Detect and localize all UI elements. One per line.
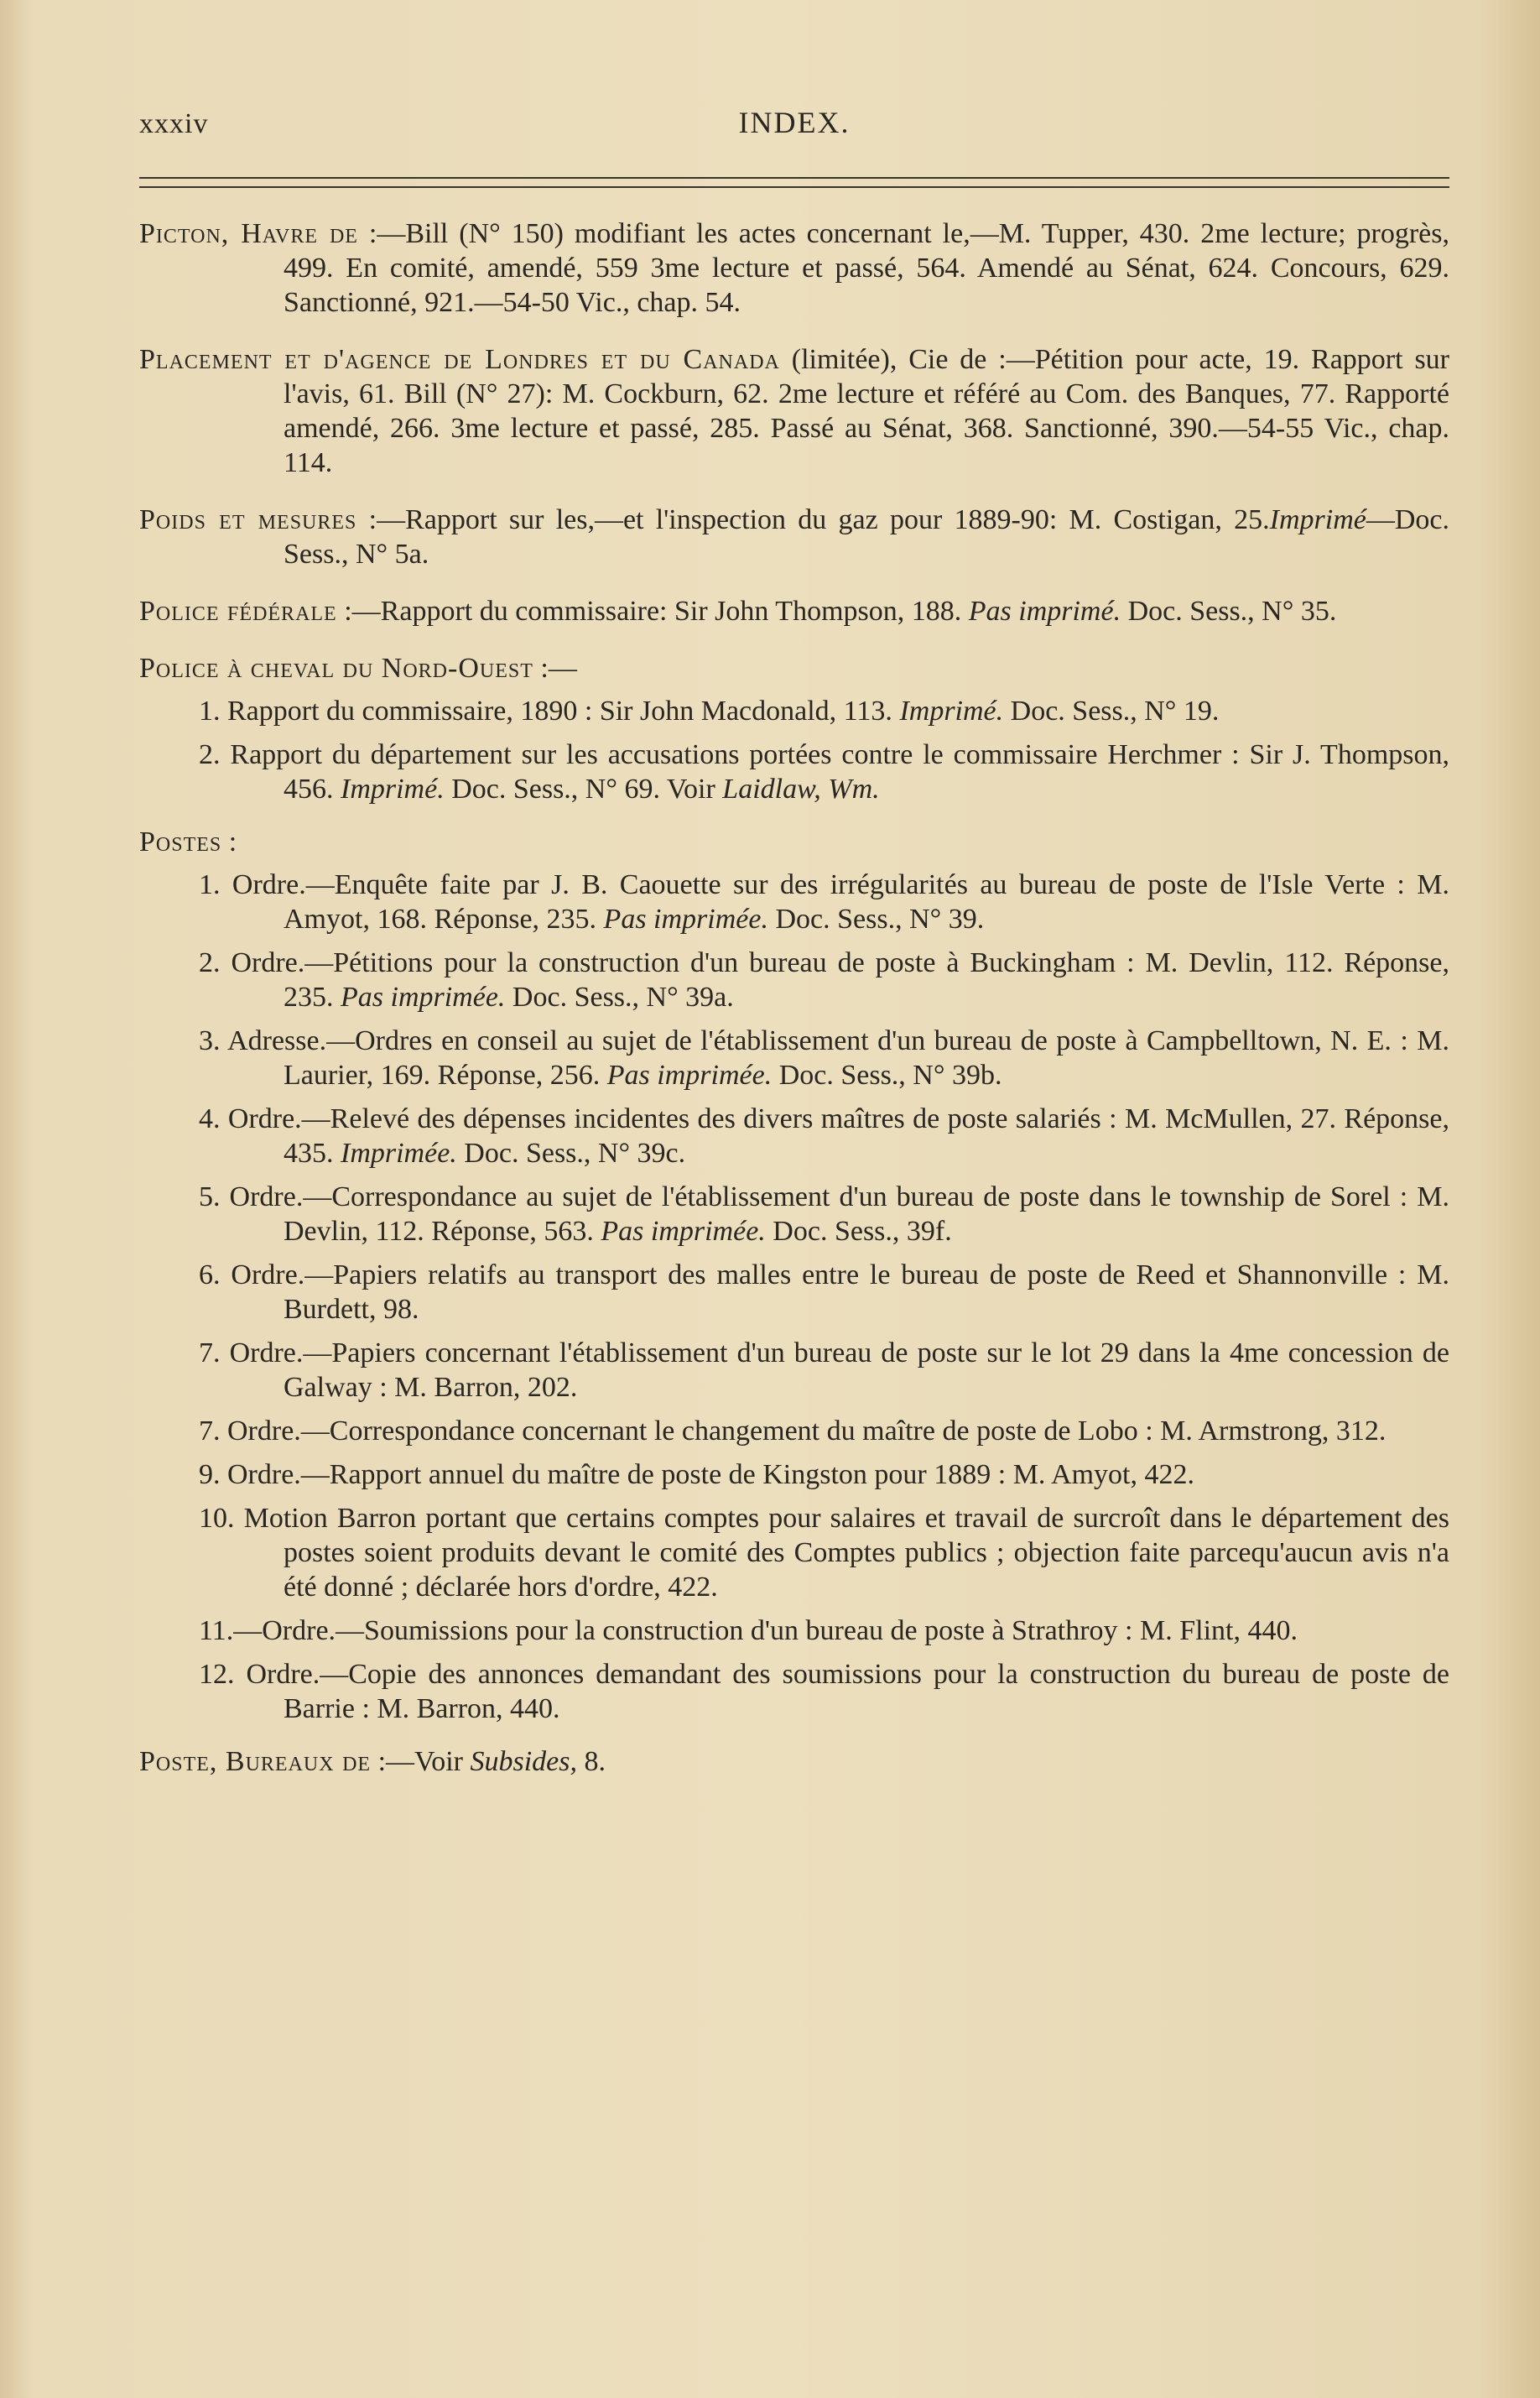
item-text: Ordre.—Papiers relatifs au transport des malles entre le bureau de poste de Reed et Shannonville : M. Burdett, 98. bbox=[231, 1259, 1450, 1325]
index-entry-picton bbox=[139, 216, 1449, 320]
item-text-post: Doc. Sess., N° 69. Voir bbox=[451, 774, 715, 805]
item-text: Adresse.—Ordres en conseil au sujet de l'établissement d'un bureau de poste à Campbelltown, N. E. : M. Laurier, 169. Réponse, 256. bbox=[227, 1025, 1449, 1091]
item-number: 7. bbox=[199, 1337, 221, 1368]
entry-text-post: —Doc. Sess., N° 5a. bbox=[284, 504, 1449, 570]
item-italic: Pas imprimée. bbox=[603, 904, 768, 935]
list-item bbox=[139, 1501, 1449, 1604]
list-item bbox=[139, 1657, 1449, 1726]
heading-suffix: : bbox=[228, 826, 237, 858]
list-item bbox=[139, 1613, 1449, 1648]
item-italic-2: Laidlaw, Wm. bbox=[722, 774, 880, 805]
item-italic: Pas imprimée. bbox=[601, 1216, 766, 1247]
index-heading-postes bbox=[139, 825, 1449, 859]
header-rule-top bbox=[139, 177, 1449, 179]
list-item bbox=[139, 1180, 1449, 1249]
item-text-post: Doc. Sess., N° 39c. bbox=[464, 1138, 686, 1169]
item-text: —Ordre.—Soumissions pour la construction d'un bureau de poste à Strathroy : M. Flint, 440. bbox=[233, 1615, 1298, 1646]
item-text: Ordre.—Rapport annuel du maître de poste de Kingston pour 1889 : M. Amyot, 422. bbox=[227, 1459, 1194, 1490]
item-italic: Pas imprimée. bbox=[341, 982, 506, 1013]
index-content bbox=[139, 216, 1449, 1801]
police-cheval-items bbox=[139, 694, 1449, 806]
entry-text: :—Rapport sur les,—et l'inspection du gaz pour 1889-90: M. Costigan, 25. bbox=[368, 504, 1270, 535]
page-number: xxxiv bbox=[139, 108, 209, 139]
item-text: Ordre.—Pétitions pour la construction d'un bureau de poste à Buckingham : M. Devlin, 112. Réponse, 235. bbox=[231, 947, 1450, 1013]
item-number: 2. bbox=[199, 739, 221, 770]
entry-heading: Poids et mesures bbox=[139, 504, 357, 535]
item-text: Ordre.—Enquête faite par J. B. Caouette sur des irrégularités au bureau de poste de l'Isle Verte : M. Amyot, 168. Réponse, 235. bbox=[232, 869, 1450, 935]
index-entry-police-federale bbox=[139, 594, 1449, 628]
index-entry-placement bbox=[139, 342, 1449, 480]
list-item bbox=[139, 694, 1449, 728]
list-item bbox=[139, 1024, 1449, 1092]
item-number: 2. bbox=[199, 947, 221, 978]
item-number: 9. bbox=[199, 1459, 221, 1490]
entry-italic: Pas imprimé. bbox=[968, 596, 1121, 627]
entry-text: :—Bill (N° 150) modifiant les actes concernant le,—M. Tupper, 430. 2me lecture; progrès, 499. En comité, amendé, 559 3me lecture et passé, 564. Amendé au Sénat, 624. Concours, 629. Sanctionné, 921.—54-50 Vic., chap. 54. bbox=[284, 218, 1449, 318]
item-text: Ordre.—Relevé des dépenses incidentes des divers maîtres de poste salariés : M. McMullen, 27. Réponse, 435. bbox=[227, 1103, 1449, 1169]
item-text-post: Doc. Sess., N° 39a. bbox=[512, 982, 734, 1013]
item-number: 1. bbox=[199, 869, 221, 900]
entry-heading: Postes bbox=[139, 826, 222, 858]
item-text-post: Doc. Sess., 39f. bbox=[773, 1216, 952, 1247]
item-number: 7. bbox=[199, 1415, 221, 1447]
item-text: Ordre.—Copie des annonces demandant des soumissions pour la construction du bureau de poste de Barrie : M. Barron, 440. bbox=[246, 1659, 1449, 1724]
item-italic: Imprimé. bbox=[341, 774, 445, 805]
item-number: 3. bbox=[199, 1025, 221, 1056]
item-number: 1. bbox=[199, 696, 221, 727]
item-text: Ordre.—Correspondance au sujet de l'établissement d'un bureau de poste dans le township de Sorel : M. Devlin, 112. Réponse, 563. bbox=[229, 1181, 1450, 1247]
entry-text: :—Rapport du commissaire: Sir John Thompson, 188. bbox=[344, 596, 962, 627]
running-title: INDEX. bbox=[738, 106, 851, 139]
heading-suffix: :— bbox=[540, 653, 577, 684]
entry-heading: Police fédérale bbox=[139, 596, 337, 627]
item-text: Rapport du département sur les accusations portées contre le commissaire Herchmer : Sir J. Thompson, 456. bbox=[230, 739, 1450, 805]
item-text-post: Doc. Sess., N° 39b. bbox=[778, 1060, 1002, 1091]
list-item bbox=[139, 738, 1449, 806]
entry-text: :—Voir bbox=[377, 1746, 463, 1777]
header-rule-bottom bbox=[139, 186, 1449, 188]
entry-text-post: Doc. Sess., N° 35. bbox=[1127, 596, 1337, 627]
item-number: 5. bbox=[199, 1181, 221, 1212]
entry-italic: Subsides, bbox=[470, 1746, 577, 1777]
entry-text-post: 8. bbox=[584, 1746, 606, 1777]
item-number: 12. bbox=[199, 1659, 235, 1690]
item-italic: Imprimée. bbox=[341, 1138, 457, 1169]
index-entry-poste-bureaux bbox=[139, 1744, 1449, 1779]
list-item bbox=[139, 1102, 1449, 1170]
item-text: Rapport du commissaire, 1890 : Sir John Macdonald, 113. bbox=[227, 696, 892, 727]
entry-heading: Placement et d'agence de Londres et du Canada bbox=[139, 344, 780, 375]
entry-italic: Imprimé bbox=[1269, 504, 1366, 535]
item-number: 6. bbox=[199, 1259, 221, 1290]
item-text: Motion Barron portant que certains comptes pour salaires et travail de surcroît dans le département des postes soient produits devant le comité des Comptes publics ; objection faite parcequ'aucun avis n'a été donné ; déclarée hors d'ordre, 422. bbox=[243, 1503, 1449, 1603]
entry-text: (limitée), Cie de :—Pétition pour acte, 19. Rapport sur l'avis, 61. Bill (N° 27): M. Cockburn, 62. 2me lecture et référé au Com. des Banques, 77. Rapporté amendé, 266. 3me lecture et passé, 285. Passé au Sénat, 368. Sanctionné, 390.—54-55 Vic., chap. 114. bbox=[284, 344, 1449, 478]
list-item bbox=[139, 868, 1449, 936]
item-text: Ordre.—Papiers concernant l'établissement d'un bureau de poste sur le lot 29 dans la 4me concession de Galway : M. Barron, 202. bbox=[229, 1337, 1449, 1403]
item-number: 10. bbox=[199, 1503, 235, 1534]
item-text: Ordre.—Correspondance concernant le changement du maître de poste de Lobo : M. Armstrong, 312. bbox=[227, 1415, 1387, 1447]
list-item bbox=[139, 1258, 1449, 1327]
item-number: 4. bbox=[199, 1103, 221, 1134]
page-header bbox=[139, 105, 1449, 155]
index-entry-poids-mesures bbox=[139, 503, 1449, 571]
item-italic: Imprimé. bbox=[899, 696, 1004, 727]
list-item bbox=[139, 1414, 1449, 1448]
entry-heading: Picton, Havre de bbox=[139, 218, 358, 249]
item-text-post: Doc. Sess., N° 39. bbox=[775, 904, 985, 935]
index-heading-police-cheval bbox=[139, 651, 1449, 686]
entry-heading: Police à cheval du Nord-Ouest bbox=[139, 653, 533, 684]
item-number: 11. bbox=[199, 1615, 234, 1646]
item-text-post: Doc. Sess., N° 19. bbox=[1010, 696, 1220, 727]
list-item bbox=[139, 946, 1449, 1014]
entry-heading: Poste, Bureaux de bbox=[139, 1746, 372, 1777]
postes-items bbox=[139, 868, 1449, 1726]
list-item bbox=[139, 1336, 1449, 1405]
list-item bbox=[139, 1457, 1449, 1492]
item-italic: Pas imprimée. bbox=[606, 1060, 773, 1091]
